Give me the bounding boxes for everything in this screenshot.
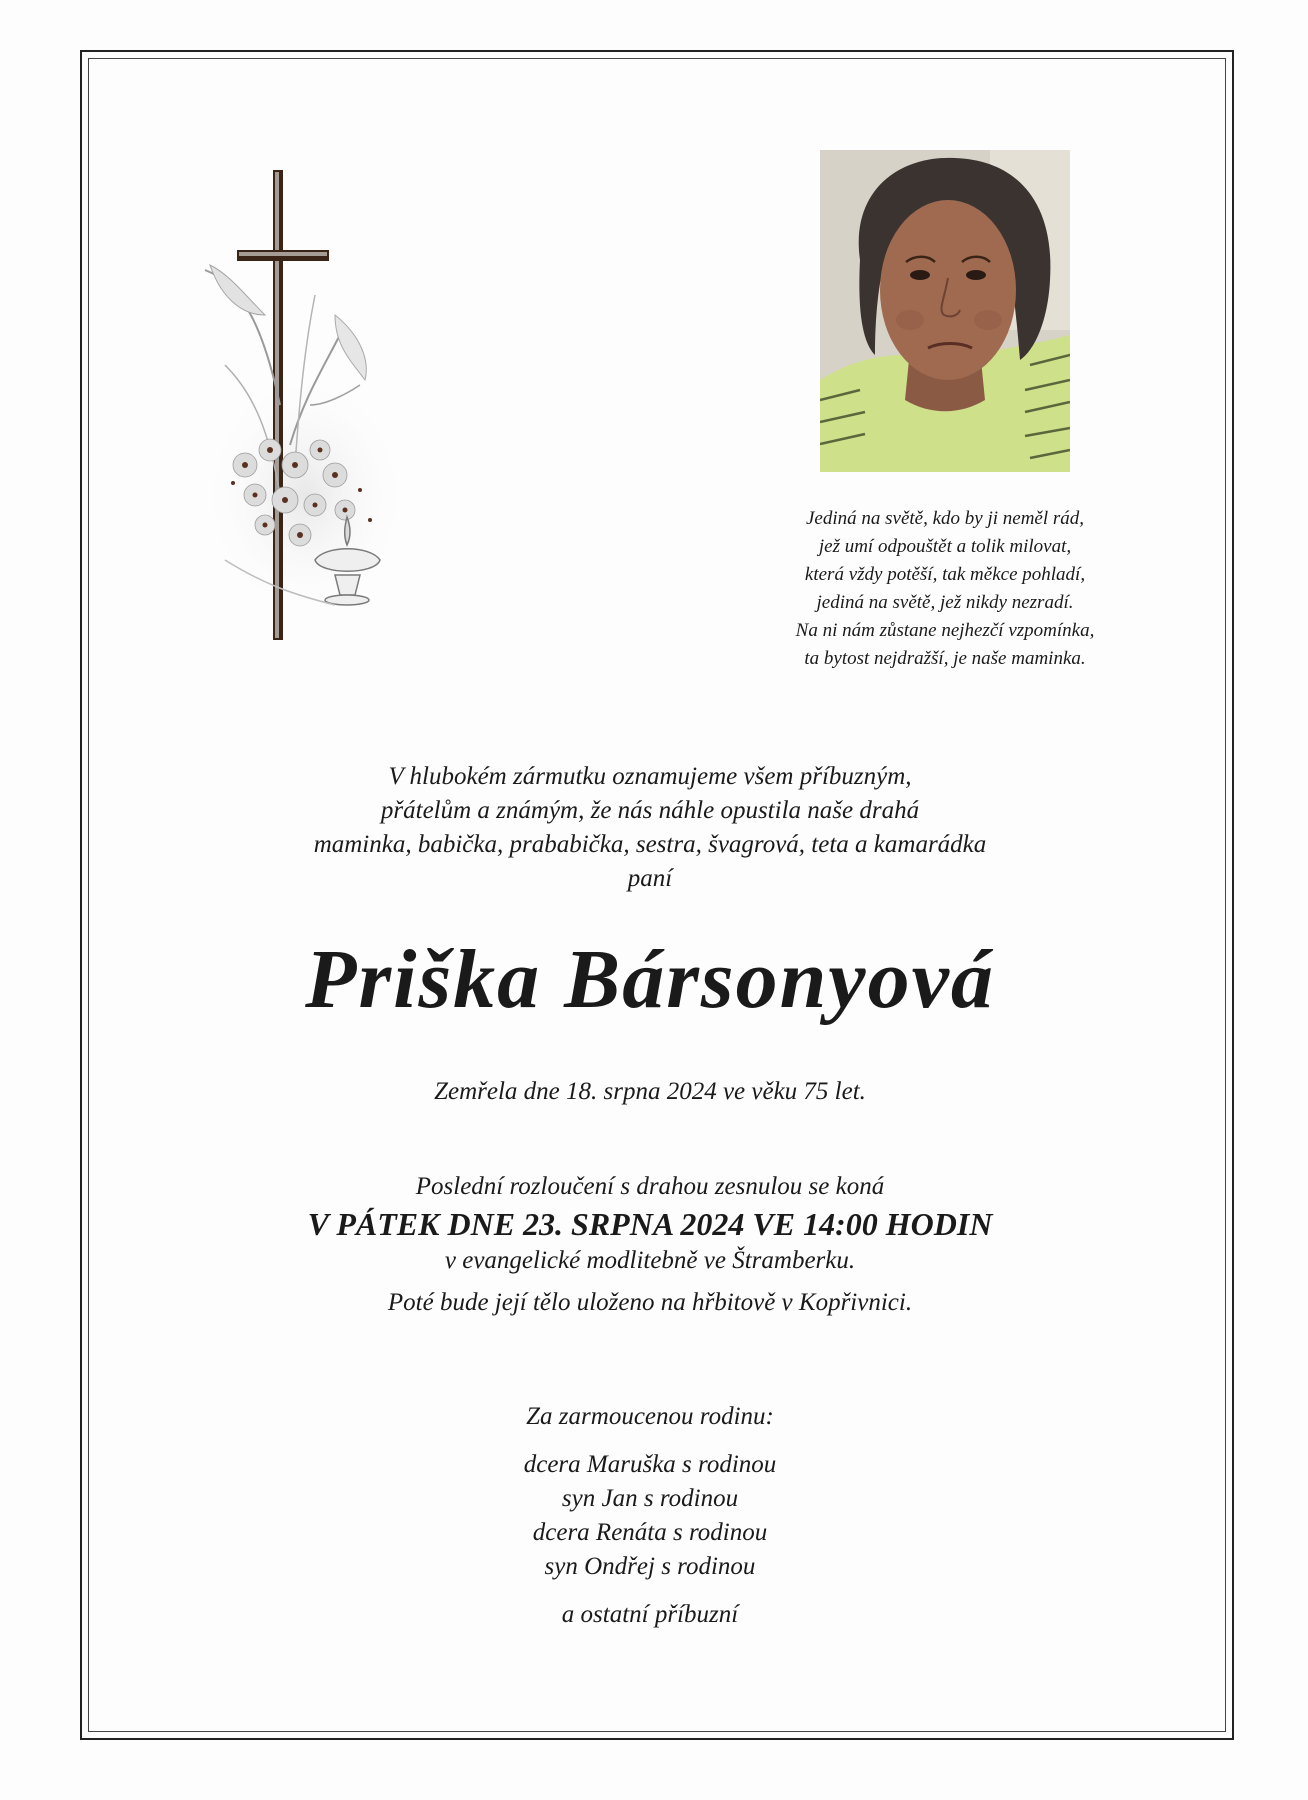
family-member: dcera Renáta s rodinou [532, 1519, 768, 1546]
poem-line: Jediná na světě, kdo by ji neměl rád, [805, 508, 1085, 529]
announcement-line: V hlubokém zármutku oznamujeme všem příbuzným, [388, 763, 912, 790]
farewell-place: v evangelické modlitebně ve Štramberku. [444, 1247, 856, 1274]
farewell-intro: Poslední rozloučení s drahou zesnulou se koná [415, 1173, 885, 1200]
poem-line: jež umí odpouštět a tolik milovat, [818, 536, 1072, 557]
announcement-line: paní [627, 865, 673, 892]
portrait-photo [820, 150, 1070, 472]
poem-line: ta bytost nejdražší, je naše maminka. [804, 648, 1086, 669]
announcement-line: přátelům a známým, že nás náhle opustila naše drahá [380, 797, 920, 824]
farewell-block [150, 1170, 1150, 1320]
deceased-name: Priška Bársonyová [305, 933, 995, 1026]
other-relatives: a ostatní příbuzní [561, 1601, 739, 1628]
family-member: syn Ondřej s rodinou [544, 1553, 756, 1580]
death-date-line: Zemřela dne 18. srpna 2024 ve věku 75 let. [434, 1078, 866, 1105]
family-member: dcera Maruška s rodinou [523, 1451, 777, 1478]
burial-info: Poté bude její tělo uloženo na hřbitově v Kopřivnici. [387, 1289, 913, 1316]
cross-with-flowers-icon [185, 165, 425, 645]
family-heading: Za zarmoucenou rodinu: [526, 1403, 774, 1430]
poem-line: která vždy potěší, tak měkce pohladí, [804, 564, 1086, 585]
announcement-line: maminka, babička, prababička, sestra, švagrová, teta a kamarádka [313, 831, 987, 858]
farewell-datetime: V PÁTEK DNE 23. SRPNA 2024 VE 14:00 HODIN [307, 1206, 993, 1242]
memorial-poem [700, 505, 1190, 673]
poem-line: jediná na světě, jež nikdy nezradí. [816, 592, 1074, 613]
family-members [150, 1448, 1150, 1584]
family-block [150, 1400, 1150, 1632]
announcement-text [150, 760, 1150, 896]
poem-line: Na ni nám zůstane nejhezčí vzpomínka, [795, 620, 1095, 641]
family-member: syn Jan s rodinou [561, 1485, 739, 1512]
